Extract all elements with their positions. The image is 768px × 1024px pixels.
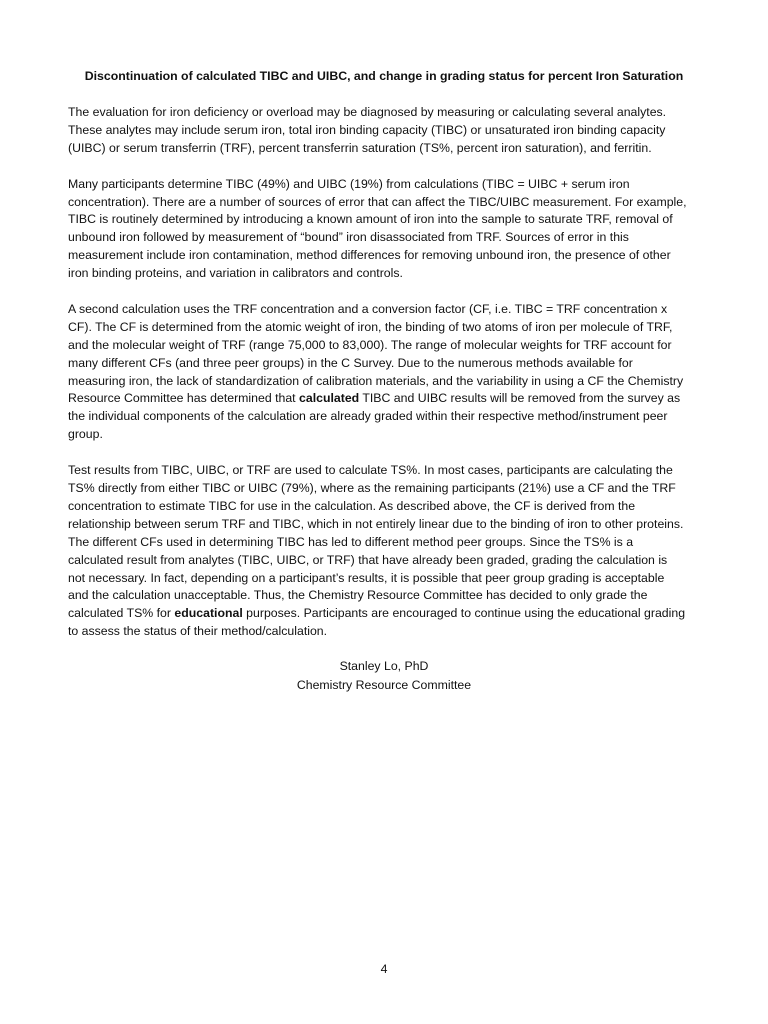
paragraph-line: not necessary. In fact, depending on a participant’s results, it is possible that peer group grading is acceptable: [68, 570, 665, 585]
line-text: TIBC and UIBC results will be removed from the survey as: [359, 391, 681, 406]
paragraph-line: many different CFs (and three peer groups) in the C Survey. Due to the numerous methods available for: [68, 355, 633, 370]
paragraph-3: [68, 301, 702, 444]
line-text: purposes. Participants are encouraged to continue using the educational grading: [242, 606, 686, 621]
document-body: [68, 104, 702, 659]
paragraph-line: group.: [68, 427, 103, 442]
emphasis-educational: educational: [174, 606, 243, 621]
paragraph-line: and the calculation unacceptable. Thus, the Chemistry Resource Committee has decided to only grade the: [68, 588, 648, 603]
paragraph-line: TIBC is routinely determined by introducing a known amount of iron into the sample to saturate TRF, removal of: [68, 212, 673, 227]
paragraph-line: to assess the status of their method/calculation.: [68, 624, 328, 639]
paragraph-line-with-emphasis: [68, 390, 702, 408]
paragraph-line: CF). The CF is determined from the atomic weight of iron, the binding of two atoms of iron per molecule of TRF,: [68, 319, 673, 334]
signature-committee: Chemistry Resource Committee: [296, 678, 472, 692]
paragraph-1: [68, 104, 702, 158]
document-title: Discontinuation of calculated TIBC and UIBC, and change in grading status for percent Iron Saturation: [84, 69, 684, 83]
paragraph-line: Many participants determine TIBC (49%) and UIBC (19%) from calculations (TIBC = UIBC + serum iron: [68, 176, 630, 191]
paragraph-line: iron binding proteins, and variation in calibrators and controls.: [68, 266, 403, 281]
line-text: calculated TS% for: [68, 606, 175, 621]
paragraph-line: (UIBC) or serum transferrin (TRF), percent transferrin saturation (TS%, percent iron saturation), and ferritin.: [68, 140, 652, 155]
paragraph-line: These analytes may include serum iron, total iron binding capacity (TIBC) or unsaturated iron binding capacity: [68, 122, 666, 137]
paragraph-line: calculated result from analytes (TIBC, UIBC, or TRF) that have already been graded, grading the calculation is: [68, 552, 668, 567]
paragraph-line: and the molecular weight of TRF (range 75,000 to 83,000). The range of molecular weights for TRF account for: [68, 337, 672, 352]
paragraph-2: [68, 176, 702, 283]
signature-block: [68, 657, 700, 695]
signature-name: Stanley Lo, PhD: [339, 659, 429, 673]
paragraph-line: concentration to estimate TIBC for use in the calculation. As described above, the CF is derived from the: [68, 498, 636, 513]
paragraph-line: The evaluation for iron deficiency or overload may be diagnosed by measuring or calculating several analytes.: [68, 105, 667, 119]
page-number: 4: [380, 962, 388, 976]
emphasis-calculated: calculated: [299, 391, 360, 406]
paragraph-4: [68, 462, 702, 641]
paragraph-line: measuring iron, the lack of standardization of calibration materials, and the variability in using a CF the Chemistry: [68, 373, 684, 388]
paragraph-line: Test results from TIBC, UIBC, or TRF are used to calculate TS%. In most cases, participants are calculating the: [68, 463, 673, 478]
paragraph-line: A second calculation uses the TRF concentration and a conversion factor (CF, i.e. TIBC = TRF concentration x: [68, 301, 668, 316]
paragraph-line: The different CFs used in determining TIBC has led to different method peer groups. Since the TS% is a: [68, 534, 634, 549]
paragraph-line: measurement include iron contamination, method differences for removing unbound iron, the presence of other: [68, 248, 671, 263]
paragraph-line: relationship between serum TRF and TIBC, which in not entirely linear due to the binding of iron to other proteins.: [68, 516, 684, 531]
paragraph-line: the individual components of the calculation are already graded within their respective method/instrument peer: [68, 409, 668, 424]
paragraph-line-with-emphasis: [68, 605, 702, 623]
paragraph-line: unbound iron followed by measurement of “bound” iron disassociated from TRF. Sources of error in this: [68, 230, 629, 245]
paragraph-line: concentration). There are a number of sources of error that can affect the TIBC/UIBC measurement. For example,: [68, 194, 687, 209]
line-text: Resource Committee has determined that: [68, 391, 300, 406]
paragraph-line: TS% directly from either TIBC or UIBC (79%), where as the remaining participants (21%) use a CF and the TRF: [68, 480, 676, 495]
